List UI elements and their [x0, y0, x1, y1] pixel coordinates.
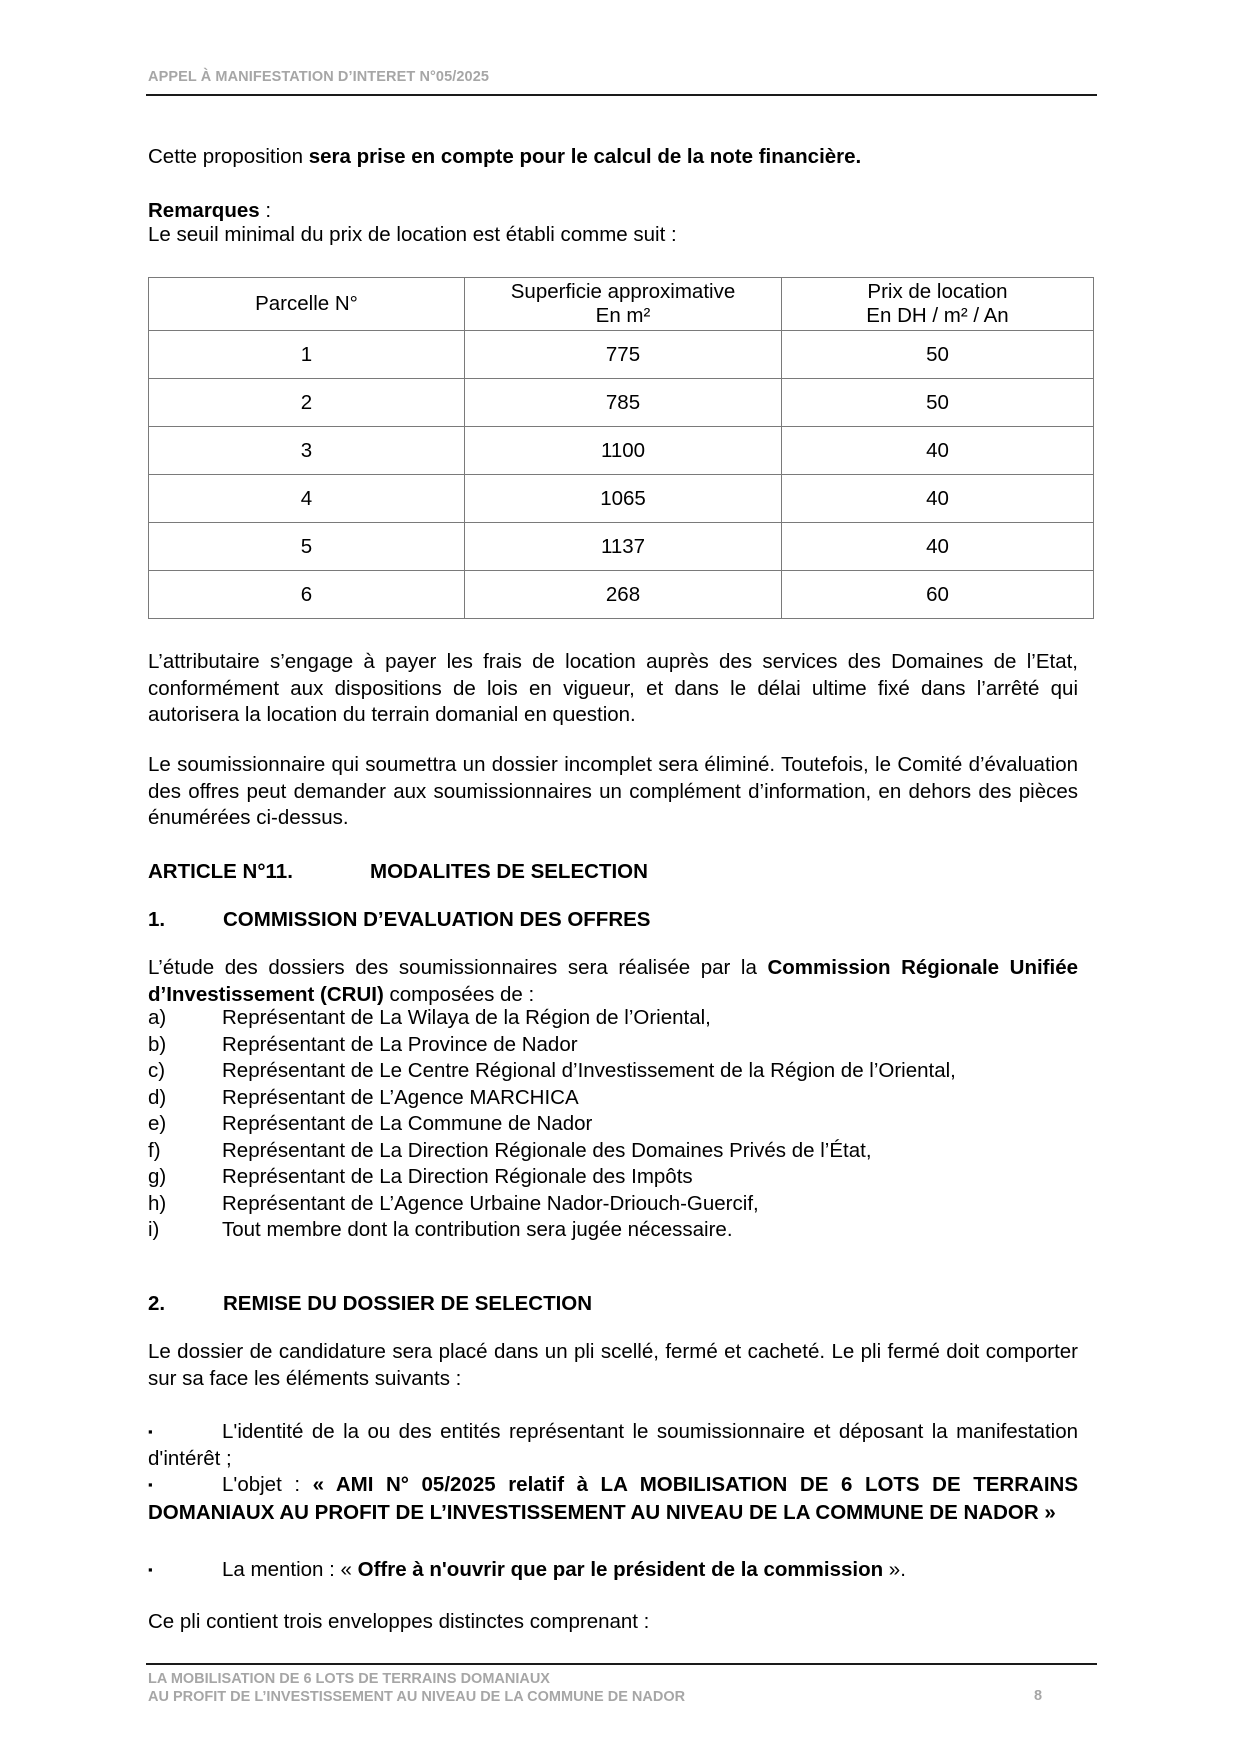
article-title: MODALITES DE SELECTION: [370, 860, 648, 883]
table-cell: 40: [782, 427, 1094, 475]
header-parcelle: Parcelle N°: [255, 292, 358, 315]
footer-line-1: LA MOBILISATION DE 6 LOTS DE TERRAINS DOMANIAUX: [148, 1671, 550, 1687]
soumissionnaire-paragraph: Le soumissionnaire qui soumettra un dossier incomplet sera éliminé. Toutefois, le Comité d’évaluation des offres peut demander aux soumissionnaires un complément d’information, en dehors des pièces énumérées ci-dessus.: [148, 753, 1078, 829]
table-cell: 60: [782, 571, 1094, 619]
section-1-heading: [148, 907, 1078, 934]
table-cell: 4: [149, 475, 465, 523]
square-bullet-icon: ▪: [148, 1424, 153, 1439]
bullet-mention-label: La mention : «: [222, 1558, 358, 1581]
list-item: [148, 1191, 1078, 1218]
list-item-label: d): [148, 1085, 167, 1109]
list-item: [148, 1085, 1078, 1112]
list-item: [148, 1058, 1078, 1085]
list-item-text: Représentant de La Wilaya de la Région de l’Oriental,: [222, 1006, 711, 1029]
table-cell: 268: [465, 571, 782, 619]
section-1-number: 1.: [148, 908, 166, 931]
table-header-row: [149, 278, 1094, 331]
bullet-mention-text: Offre à n'ouvrir que par le président de la commission: [357, 1558, 884, 1581]
remarks-label-suffix: :: [259, 199, 272, 222]
list-item-label: f): [148, 1138, 161, 1162]
crui-intro-suffix: composées de :: [383, 982, 535, 1006]
footer-rule: [146, 1663, 1097, 1665]
bullet-identity-text: L'identité de la ou des entités représentant le soumissionnaire et déposant la manifestation d'intérêt ;: [148, 1420, 1078, 1470]
intro-plain: Cette proposition: [148, 145, 309, 168]
table-row: [149, 571, 1094, 619]
table-cell: 5: [149, 523, 465, 571]
header-prix-unit: En DH / m² / An: [866, 304, 1009, 327]
section-2-intro: Le dossier de candidature sera placé dans un pli scellé, fermé et cacheté. Le pli fermé doit comporter sur sa face les éléments suivants :: [148, 1340, 1078, 1390]
list-item: [148, 1111, 1078, 1138]
bullet-object-title: « AMI N° 05/2025 relatif à LA MOBILISATION DE 6 LOTS DE TERRAINS DOMANIAUX AU PROFIT DE L’INVESTISSEMENT AU NIVEAU DE LA COMMUNE DE NADOR »: [148, 1473, 1078, 1524]
section-2-title: REMISE DU DOSSIER DE SELECTION: [223, 1292, 593, 1315]
header-rule: [146, 94, 1097, 96]
table-cell: 50: [782, 379, 1094, 427]
remarks-label-line: [148, 198, 1078, 225]
table-row: [149, 427, 1094, 475]
table-cell: 775: [465, 331, 782, 379]
remarks-label: Remarques: [148, 199, 260, 222]
table-cell: 1137: [465, 523, 782, 571]
list-item-label: g): [148, 1165, 167, 1188]
article-number: ARTICLE N°11.: [148, 860, 293, 883]
table-header-cell: [465, 278, 782, 331]
footer-line-2: AU PROFIT DE L’INVESTISSEMENT AU NIVEAU DE LA COMMUNE DE NADOR: [148, 1689, 686, 1705]
table-cell: 2: [149, 379, 465, 427]
list-item: [148, 1217, 1078, 1244]
list-item-label: a): [148, 1006, 167, 1029]
table-cell: 50: [782, 331, 1094, 379]
list-item-label: i): [148, 1218, 160, 1241]
crui-intro-plain: L’étude des dossiers des soumissionnaires sera réalisée par la: [148, 956, 768, 979]
commission-members-list: [148, 1005, 1078, 1244]
table-cell: 3: [149, 427, 465, 475]
list-item: [148, 1005, 1078, 1032]
attributaire-paragraph: L’attributaire s’engage à payer les frais de location auprès des services des Domaines de l’Etat, conformément aux dispositions de lois en vigueur, et dans le délai ultime fixé dans l’arrêté qui autorisera la location du terrain domanial en question.: [148, 650, 1078, 726]
table-row: [149, 523, 1094, 571]
price-table: [148, 277, 1094, 619]
header-superficie-unit: En m²: [595, 304, 651, 327]
section-1-title: COMMISSION D’EVALUATION DES OFFRES: [223, 908, 651, 931]
list-item-label: b): [148, 1032, 167, 1056]
intro-paragraph: [148, 144, 1078, 171]
list-item: [148, 1164, 1078, 1191]
header-superficie: Superficie approximative: [510, 280, 736, 303]
square-bullet-icon: ▪: [148, 1562, 153, 1577]
header-prix: Prix de location: [867, 280, 1008, 303]
table-cell: 1100: [465, 427, 782, 475]
intro-bold: sera prise en compte pour le calcul de la note financière.: [308, 145, 862, 168]
crui-intro-paragraph: [148, 955, 1078, 1008]
list-item-label: e): [148, 1112, 167, 1135]
bullet-object: [148, 1471, 1078, 1526]
list-item-text: Représentant de La Direction Régionale des Domaines Privés de l’État,: [222, 1138, 872, 1162]
section-2-heading: [148, 1291, 1078, 1318]
remarks-text: Le seuil minimal du prix de location est établi comme suit :: [148, 223, 677, 246]
table-row: [149, 331, 1094, 379]
bullet-mention-suffix: ».: [883, 1558, 906, 1581]
table-cell: 6: [149, 571, 465, 619]
table-header-cell: [149, 278, 465, 331]
list-item: [148, 1138, 1078, 1165]
list-item-text: Tout membre dont la contribution sera jugée nécessaire.: [222, 1218, 733, 1241]
page-number: 8: [1034, 1688, 1043, 1704]
document-header-title: APPEL À MANIFESTATION D’INTERET N°05/2025: [148, 69, 490, 85]
list-item-text: Représentant de Le Centre Régional d’Investissement de la Région de l’Oriental,: [222, 1059, 956, 1082]
list-item: [148, 1032, 1078, 1059]
closing-paragraph: Ce pli contient trois enveloppes distinctes comprenant :: [148, 1610, 650, 1633]
table-header-cell: [782, 278, 1094, 331]
list-item-text: Représentant de La Direction Régionale des Impôts: [222, 1165, 693, 1188]
table-cell: 40: [782, 523, 1094, 571]
list-item-text: Représentant de La Province de Nador: [222, 1032, 578, 1056]
section-2-number: 2.: [148, 1292, 166, 1315]
list-item-label: h): [148, 1191, 167, 1215]
table-row: [149, 475, 1094, 523]
list-item-text: Représentant de L’Agence MARCHICA: [222, 1085, 579, 1109]
table-row: [149, 379, 1094, 427]
table-cell: 40: [782, 475, 1094, 523]
table-cell: 1: [149, 331, 465, 379]
table-cell: 785: [465, 379, 782, 427]
bullet-mention: [148, 1557, 1078, 1584]
bullet-identity: [148, 1419, 1078, 1472]
list-item-text: Représentant de L’Agence Urbaine Nador-Driouch-Guercif,: [222, 1191, 759, 1215]
article-heading: [148, 859, 1078, 886]
square-bullet-icon: ▪: [148, 1477, 153, 1492]
crui-name: Commission Régionale Unifiée d’Investissement (CRUI): [148, 956, 1078, 1006]
bullet-object-label: L'objet :: [222, 1473, 313, 1496]
table-cell: 1065: [465, 475, 782, 523]
list-item-label: c): [148, 1059, 166, 1082]
list-item-text: Représentant de La Commune de Nador: [222, 1112, 593, 1135]
